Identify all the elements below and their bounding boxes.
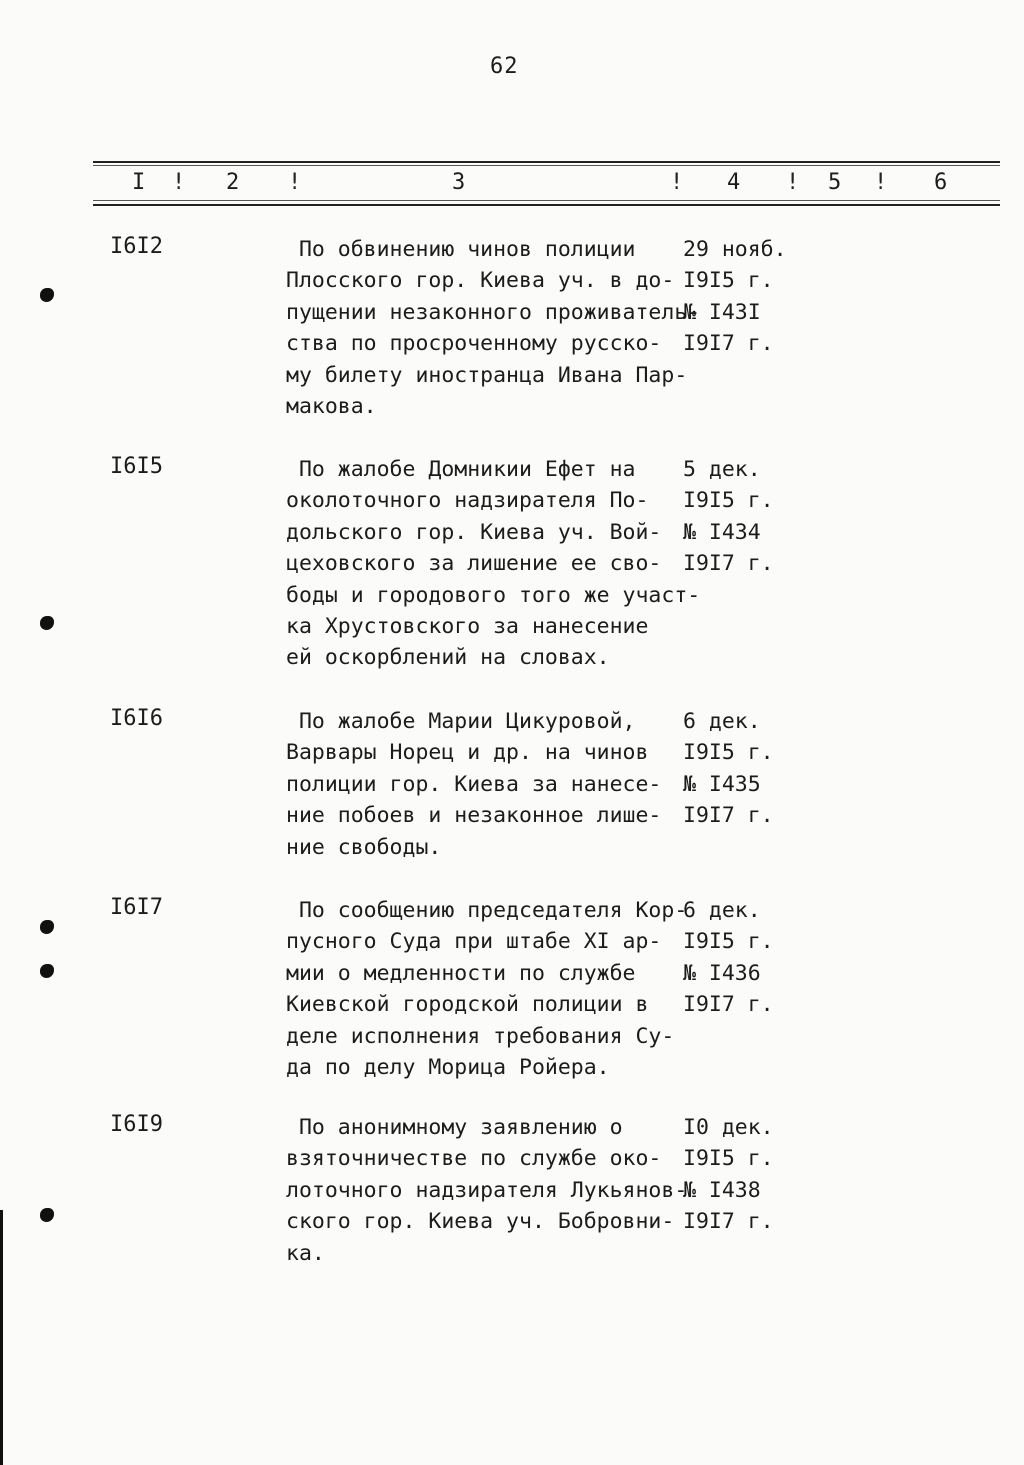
entry-dates: 6 дек. I9I5 г. № I435 I9I7 г. [683,709,774,829]
entry-description: По анонимному заявлению о взяточничестве по службе око- лоточного надзирателя Лукьянов- ского гор. Киева уч. Бобровни- ка. [286,1115,688,1266]
entry-description: По жалобе Домникии Ефет на околоточного надзирателя По- дольского гор. Киева уч. Вой- цеховского за лишение ее сво- боды и городового того же участ- ка Хрустовского за нанесение ей оскорблений на словах. [286,457,701,671]
entry-dates: 29 нояб. I9I5 г. № I43I I9I7 г. [683,237,787,357]
header-separator: ! [172,170,186,195]
header-col-6: 6 [934,170,948,195]
binding-hole-mark [40,288,54,302]
binding-hole-mark [40,616,54,630]
entry-dates: 5 дек. I9I5 г. № I434 I9I7 г. [683,457,774,577]
entry-description: По сообщению председателя Кор- пусного Суда при штабе XI ар- мии о медленности по службе Киевской городской полиции в деле исполнения требования Су- да по делу Морица Ройера. [286,898,688,1081]
binding-hole-mark [40,1208,54,1222]
entry-number: I6I6 [110,706,163,731]
entry-number: I6I9 [110,1112,163,1137]
table-top-rule-inner [93,165,1000,166]
header-col-4: 4 [727,170,741,195]
header-col-1: I [132,170,146,195]
table-header-rule-inner [93,200,1000,201]
entry-description: По обвинению чинов полиции Плосского гор. Киева уч. в до- пущении незаконного проживатель- ства по просроченному русско- му билету иностранца Ивана Пар- макова. [286,237,701,420]
table-header-rule [93,204,1000,206]
header-separator: ! [874,170,888,195]
header-col-2: 2 [226,170,240,195]
binding-hole-mark [40,920,54,934]
entry-number: I6I2 [110,234,163,259]
entry-description: По жалобе Марии Цикуровой, Варвары Норец и др. на чинов полиции гор. Киева за нанесе- ние побоев и незаконное лише- ние свободы. [286,709,662,860]
header-separator: ! [786,170,800,195]
header-separator: ! [670,170,684,195]
header-separator: ! [288,170,302,195]
header-col-5: 5 [828,170,842,195]
entry-dates: 6 дек. I9I5 г. № I436 I9I7 г. [683,898,774,1018]
entry-dates: I0 дек. I9I5 г. № I438 I9I7 г. [683,1115,774,1235]
page-number: 62 [490,54,519,79]
table-top-rule [93,161,1000,163]
binding-hole-mark [40,964,54,978]
entry-number: I6I5 [110,454,163,479]
header-col-3: 3 [452,170,466,195]
scan-edge-shadow [0,1210,3,1465]
entry-number: I6I7 [110,895,163,920]
